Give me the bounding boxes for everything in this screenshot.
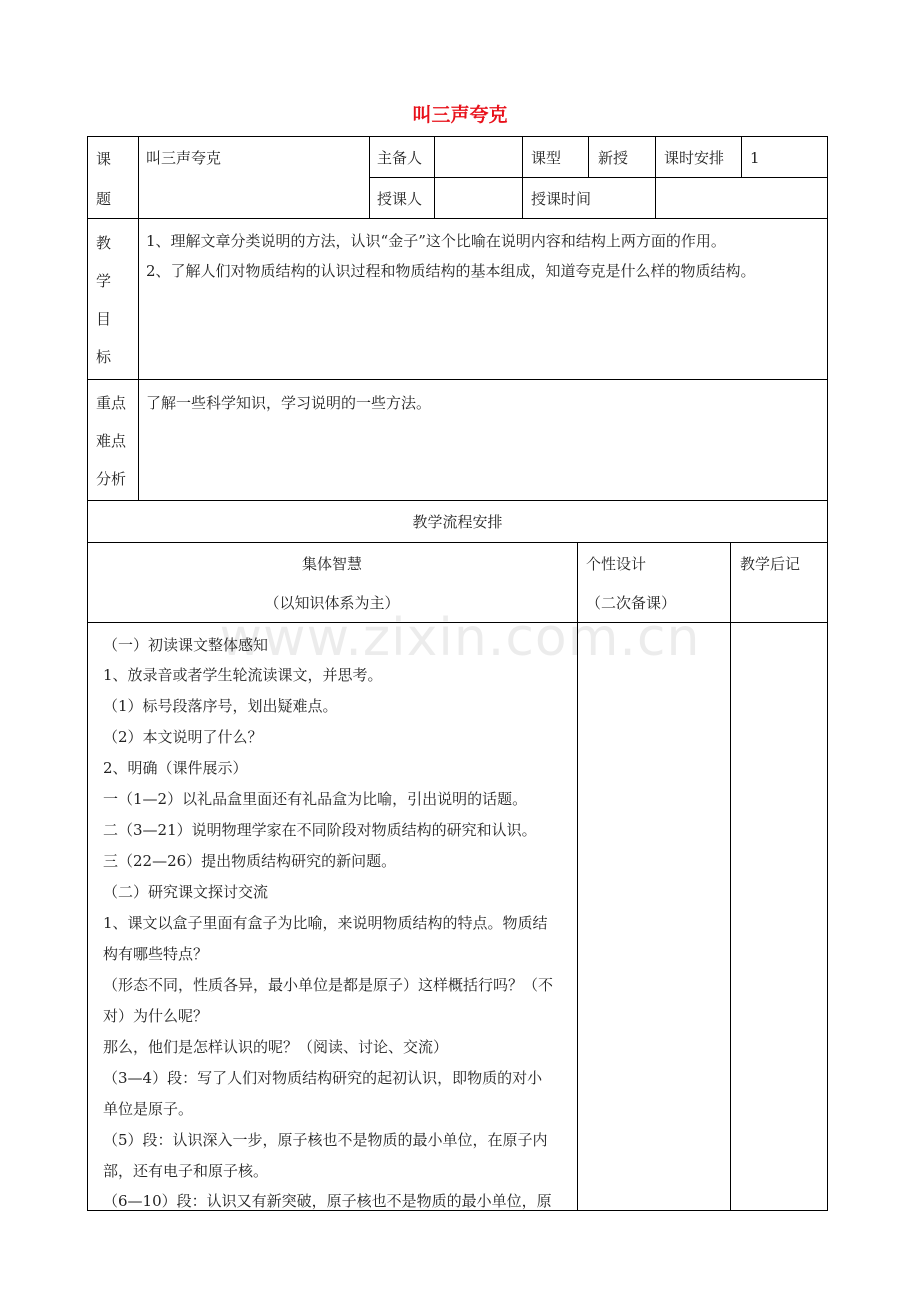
hours-value: 1: [750, 149, 760, 167]
content-line: 一（1—2）以礼品盒里面还有礼品盒为比喻，引出说明的话题。: [103, 790, 528, 808]
hours-label: 课时安排: [664, 149, 725, 167]
topic-label-char-2: 题: [96, 190, 112, 208]
lead-label: 主备人: [377, 149, 423, 167]
content-line: 构有哪些特点？: [103, 945, 209, 963]
content-line: （3—4）段：写了人们对物质结构研究的起初认识，即物质的对小: [103, 1069, 543, 1087]
type-value: 新授: [598, 149, 629, 167]
topic-label-char-1: 课: [96, 150, 112, 168]
col1-subtitle: （以知识体系为主）: [264, 594, 400, 612]
content-line: 2、明确（课件展示）: [103, 759, 248, 777]
teacher-label: 授课人: [377, 190, 423, 208]
document-title: 叫三声夸克: [412, 104, 508, 126]
content-line: （一）初读课文整体感知: [103, 636, 269, 654]
goal-item-1: 1、理解文章分类说明的方法，认识“金子”这个比喻在说明内容和结构上两方面的作用。: [146, 232, 726, 250]
time-label: 授课时间: [531, 190, 592, 208]
col2-subtitle: （二次备课）: [586, 594, 677, 612]
col1-title: 集体智慧: [301, 555, 362, 573]
key-points-text: 了解一些科学知识，学习说明的一些方法。: [146, 394, 432, 412]
key-points-label-line-2: 难点: [96, 432, 127, 450]
content-line: 三（22—26）提出物质结构研究的新问题。: [103, 852, 397, 870]
topic-value: 叫三声夸克: [146, 149, 222, 167]
content-line: （1）标号段落序号，划出疑难点。: [103, 697, 338, 715]
content-line: （二）研究课文探讨交流: [103, 883, 269, 901]
goals-label-char-2: 学: [96, 272, 112, 290]
content-line: 1、课文以盒子里面有盒子为比喻，来说明物质结构的特点。物质结: [103, 914, 548, 932]
goals-label-char-3: 目: [96, 310, 112, 328]
content-line: （5）段：认识深入一步，原子核也不是物质的最小单位，在原子内: [103, 1131, 548, 1149]
flow-heading: 教学流程安排: [412, 513, 503, 531]
content-line: 1、放录音或者学生轮流读课文，并思考。: [103, 666, 383, 684]
goals-label-char-4: 标: [96, 348, 112, 366]
content-line: （形态不同，性质各异，最小单位是都是原子）这样概括行吗？（不: [103, 976, 554, 994]
watermark: www.zixin.com.cn: [219, 608, 701, 668]
content-line: 单位是原子。: [103, 1100, 194, 1118]
content-line: 那么，他们是怎样认识的呢？（阅读、讨论、交流）: [103, 1038, 449, 1056]
col2-title: 个性设计: [586, 555, 647, 573]
content-line: （6—10）段：认识又有新突破，原子核也不是物质的最小单位，原: [103, 1192, 552, 1210]
content-line: （2）本文说明了什么？: [103, 728, 263, 746]
goals-label-char-1: 教: [96, 234, 112, 252]
col3-title: 教学后记: [740, 555, 801, 573]
key-points-label-line-1: 重点: [96, 394, 127, 412]
key-points-label-line-3: 分析: [96, 470, 127, 488]
content-line: 部，还有电子和原子核。: [103, 1162, 269, 1180]
content-line: 二（3—21）说明物理学家在不同阶段对物质结构的研究和认识。: [103, 821, 537, 839]
type-label: 课型: [531, 149, 562, 167]
content-line: 对）为什么呢？: [103, 1007, 209, 1025]
goal-item-2: 2、了解人们对物质结构的认识过程和物质结构的基本组成，知道夸克是什么样的物质结构。: [146, 262, 756, 280]
